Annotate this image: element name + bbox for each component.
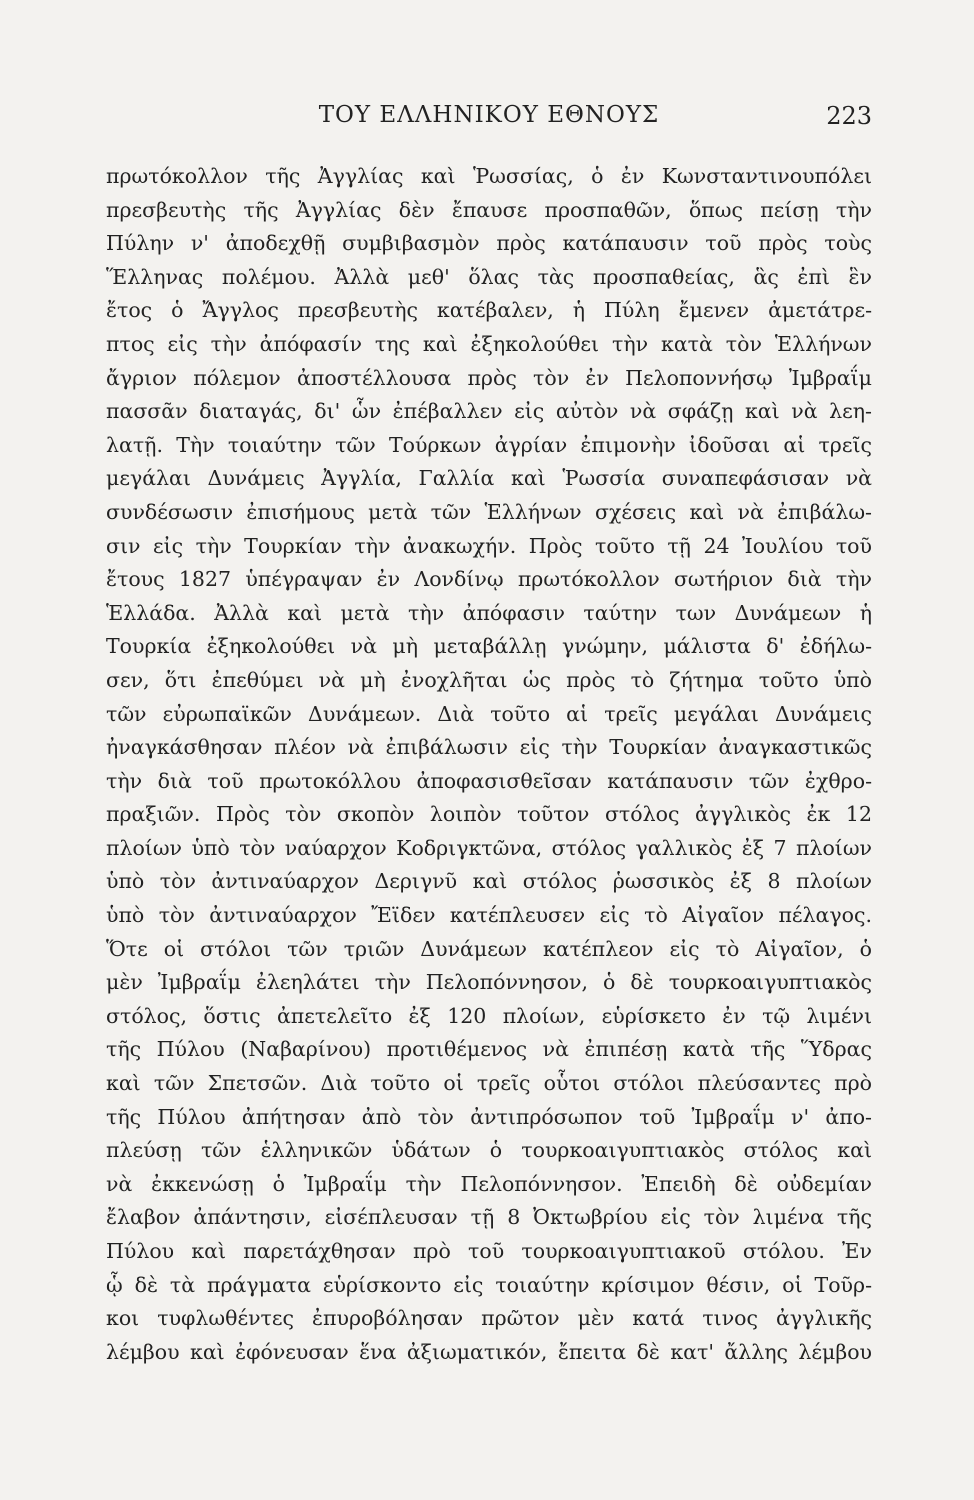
text-line: Ὅτε οἱ στόλοι τῶν τριῶν Δυνάμεων κατέπλεον εἰς τὸ Αἰγαῖον, ὁ	[106, 936, 872, 961]
text-line: ὑπὸ τὸν ἀντιναύαρχον Δεριγνῦ καὶ στόλος ῥωσσικὸς ἐξ 8 πλοίων	[106, 869, 872, 894]
text-line: πτος εἰς τὴν ἀπόφασίν της καὶ ἐξηκολούθει τὴν κατὰ τὸν Ἑλλήνων	[106, 331, 872, 356]
running-title: ΤΟΥ ΕΛΛΗΝΙΚΟΥ ΕΘΝΟΥΣ	[318, 102, 660, 128]
text-line: Τουρκία ἐξηκολούθει νὰ μὴ μεταβάλλῃ γνώμην, μάλιστα δ' ἐδήλω-	[106, 634, 872, 659]
text-line: Ἕλληνας πολέμου. Ἀλλὰ μεθ' ὅλας τὰς προσπαθείας, ἃς ἐπὶ ἓν	[106, 264, 872, 289]
text-line: ὑπὸ τὸν ἀντιναύαρχον Ἔϊδεν κατέπλευσεν εἰς τὸ Αἰγαῖον πέλαγος.	[106, 903, 872, 928]
text-line: στόλος, ὅστις ἀπετελεῖτο ἐξ 120 πλοίων, εὑρίσκετο ἐν τῷ λιμένι	[106, 1003, 872, 1028]
text-line: ἠναγκάσθησαν πλέον νὰ ἐπιβάλωσιν εἰς τὴν Τουρκίαν ἀναγκαστικῶς	[106, 735, 872, 760]
text-line: ἔτος ὁ Ἄγγλος πρεσβευτὴς κατέβαλεν, ἡ Πύλη ἔμενεν ἀμετάτρε-	[106, 298, 872, 323]
text-line: πλεύσῃ τῶν ἑλληνικῶν ὑδάτων ὁ τουρκοαιγυπτιακὸς στόλος καὶ	[106, 1138, 872, 1163]
text-line: ἄγριον πόλεμον ἀποστέλλουσα πρὸς τὸν ἐν Πελοποννήσῳ Ἰμβραΐμ	[106, 365, 872, 390]
text-line: Πύλην ν' ἀποδεχθῇ συμβιβασμὸν πρὸς κατάπαυσιν τοῦ πρὸς τοὺς	[106, 231, 872, 256]
text-line: Πύλου καὶ παρετάχθησαν πρὸ τοῦ τουρκοαιγυπτιακοῦ στόλου. Ἐν	[106, 1239, 872, 1263]
text-line: λατῇ. Τὴν τοιαύτην τῶν Τούρκων ἀγρίαν ἐπιμονὴν ἰδοῦσαι αἱ τρεῖς	[106, 432, 872, 457]
text-line: λέμβου καὶ ἐφόνευσαν ἕνα ἀξιωματικόν, ἔπειτα δὲ κατ' ἄλλης λέμβου	[106, 1339, 872, 1364]
text-line: τῆς Πύλου ἀπήτησαν ἀπὸ τὸν ἀντιπρόσωπον τοῦ Ἰμβραΐμ ν' ἀπο-	[106, 1104, 872, 1129]
body-text	[106, 160, 872, 1369]
text-line: πασσᾶν διαταγάς, δι' ὧν ἐπέβαλλεν εἰς αὐτὸν νὰ σφάζῃ καὶ νὰ λεη-	[106, 399, 872, 424]
text-line: μεγάλαι Δυνάμεις Ἀγγλία, Γαλλία καὶ Ῥωσσία συναπεφάσισαν νὰ	[106, 466, 872, 491]
text-line: καὶ τῶν Σπετσῶν. Διὰ τοῦτο οἱ τρεῖς οὗτοι στόλοι πλεύσαντες πρὸ	[106, 1071, 872, 1096]
text-line: ᾧ δὲ τὰ πράγματα εὑρίσκοντο εἰς τοιαύτην κρίσιμον θέσιν, οἱ Τοῦρ-	[106, 1272, 872, 1297]
text-line: νὰ ἐκκενώσῃ ὁ Ἰμβραΐμ τὴν Πελοπόννησον. Ἐπειδὴ δὲ οὐδεμίαν	[106, 1171, 872, 1196]
text-line: πρωτόκολλον τῆς Ἀγγλίας καὶ Ῥωσσίας, ὁ ἐν Κωνσταντινουπόλει	[106, 164, 872, 188]
page-number: 223	[826, 102, 872, 130]
text-line: πρεσβευτὴς τῆς Ἀγγλίας δὲν ἔπαυσε προσπαθῶν, ὅπως πείσῃ τὴν	[106, 197, 872, 222]
text-line: τὴν διὰ τοῦ πρωτοκόλλου ἀποφασισθεῖσαν κατάπαυσιν τῶν ἐχθρο-	[106, 768, 872, 793]
text-line: μὲν Ἰμβραΐμ ἐλεηλάτει τὴν Πελοπόννησον, ὁ δὲ τουρκοαιγυπτιακὸς	[106, 970, 872, 995]
text-line: Ἑλλάδα. Ἀλλὰ καὶ μετὰ τὴν ἀπόφασιν ταύτην των Δυνάμεων ἡ	[106, 600, 872, 625]
text-line: κοι τυφλωθέντες ἐπυροβόλησαν πρῶτον μὲν κατά τινος ἀγγλικῆς	[106, 1306, 872, 1331]
text-line: σιν εἰς τὴν Τουρκίαν τὴν ἀνακωχήν. Πρὸς τοῦτο τῇ 24 Ἰουλίου τοῦ	[106, 533, 872, 558]
text-line: τῶν εὐρωπαϊκῶν Δυνάμεων. Διὰ τοῦτο αἱ τρεῖς μεγάλαι Δυνάμεις	[106, 701, 872, 726]
text-line: συνδέσωσιν ἐπισήμους μετὰ τῶν Ἑλλήνων σχέσεις καὶ νὰ ἐπιβάλω-	[106, 499, 872, 524]
page-header	[106, 96, 872, 136]
text-line: τῆς Πύλου (Ναβαρίνου) προτιθέμενος νὰ ἐπιπέσῃ κατὰ τῆς Ὕδρας	[106, 1037, 872, 1062]
text-line: σεν, ὅτι ἐπεθύμει νὰ μὴ ἐνοχλῆται ὡς πρὸς τὸ ζήτημα τοῦτο ὑπὸ	[106, 667, 872, 692]
text-line: ἔλαβον ἀπάντησιν, εἰσέπλευσαν τῇ 8 Ὀκτωβρίου εἰς τὸν λιμένα τῆς	[106, 1205, 872, 1230]
text-line: πραξιῶν. Πρὸς τὸν σκοπὸν λοιπὸν τοῦτον στόλος ἀγγλικὸς ἐκ 12	[106, 802, 872, 827]
text-line: ἔτους 1827 ὑπέγραψαν ἐν Λονδίνῳ πρωτόκολλον σωτήριον διὰ τὴν	[106, 567, 872, 592]
text-line: πλοίων ὑπὸ τὸν ναύαρχον Κοδριγκτῶνα, στόλος γαλλικὸς ἐξ 7 πλοίων	[106, 835, 872, 860]
